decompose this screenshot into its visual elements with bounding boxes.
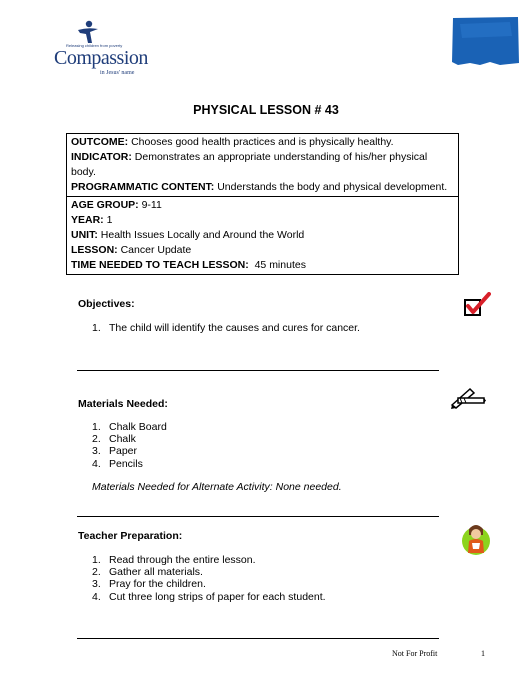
list-item: 4. Pencils [92,457,143,470]
preparation-list [92,554,326,603]
age-group-line: AGE GROUP: 9-11 [71,199,162,211]
page-title: PHYSICAL LESSON # 43 [193,103,339,117]
teacher-icon [460,519,492,557]
unit-line: UNIT: Health Issues Locally and Around the World [71,229,305,241]
pencil-crayon-icon [450,385,486,409]
alternate-materials-note: Materials Needed for Alternate Activity: None needed. [92,481,342,493]
outcome-line: OUTCOME: Chooses good health practices and is physically healthy. [71,136,394,148]
list-item: 1. Read through the entire lesson. [92,554,256,566]
lesson-line: LESSON: Cancer Update [71,244,192,256]
lesson-info-box [66,196,459,275]
list-item: 2. Chalk [92,433,136,446]
list-item: 1. The child will identify the causes and cures for cancer. [92,322,360,334]
logo-wordmark: Compassion [54,47,148,69]
objectives-list [92,322,360,334]
section-divider [77,516,439,517]
compassion-logo [52,20,164,76]
programmatic-content-line: PROGRAMMATIC CONTENT: Understands the body and physical development. [71,181,448,193]
section-divider [77,370,439,371]
year-line: YEAR: 1 [71,214,113,226]
list-item: 1. Chalk Board [92,421,167,433]
list-item: 4. Cut three long strips of paper for each student. [92,590,326,603]
blue-patch-graphic [450,16,520,66]
materials-heading: Materials Needed: [78,398,168,410]
list-item: 2. Gather all materials. [92,566,203,579]
outcome-box [66,133,459,197]
objectives-heading: Objectives: [78,298,135,310]
logo-subline: in Jesus' name [100,70,135,76]
page-number: 1 [481,649,485,658]
footer-text: Not For Profit [392,649,438,658]
indicator-line: INDICATOR: Demonstrates an appropriate understanding of his/her physical body. [71,151,428,178]
section-divider [77,638,439,639]
preparation-heading: Teacher Preparation: [78,530,183,542]
time-needed-line: TIME NEEDED TO TEACH LESSON: 45 minutes [71,259,306,271]
materials-list [92,421,167,470]
list-item: 3. Pray for the children. [92,578,206,591]
compassion-logo-icon [76,20,100,44]
list-item: 3. Paper [92,445,138,458]
logo-tagline: Releasing children from poverty [66,43,123,48]
checkbox-icon [463,292,491,318]
